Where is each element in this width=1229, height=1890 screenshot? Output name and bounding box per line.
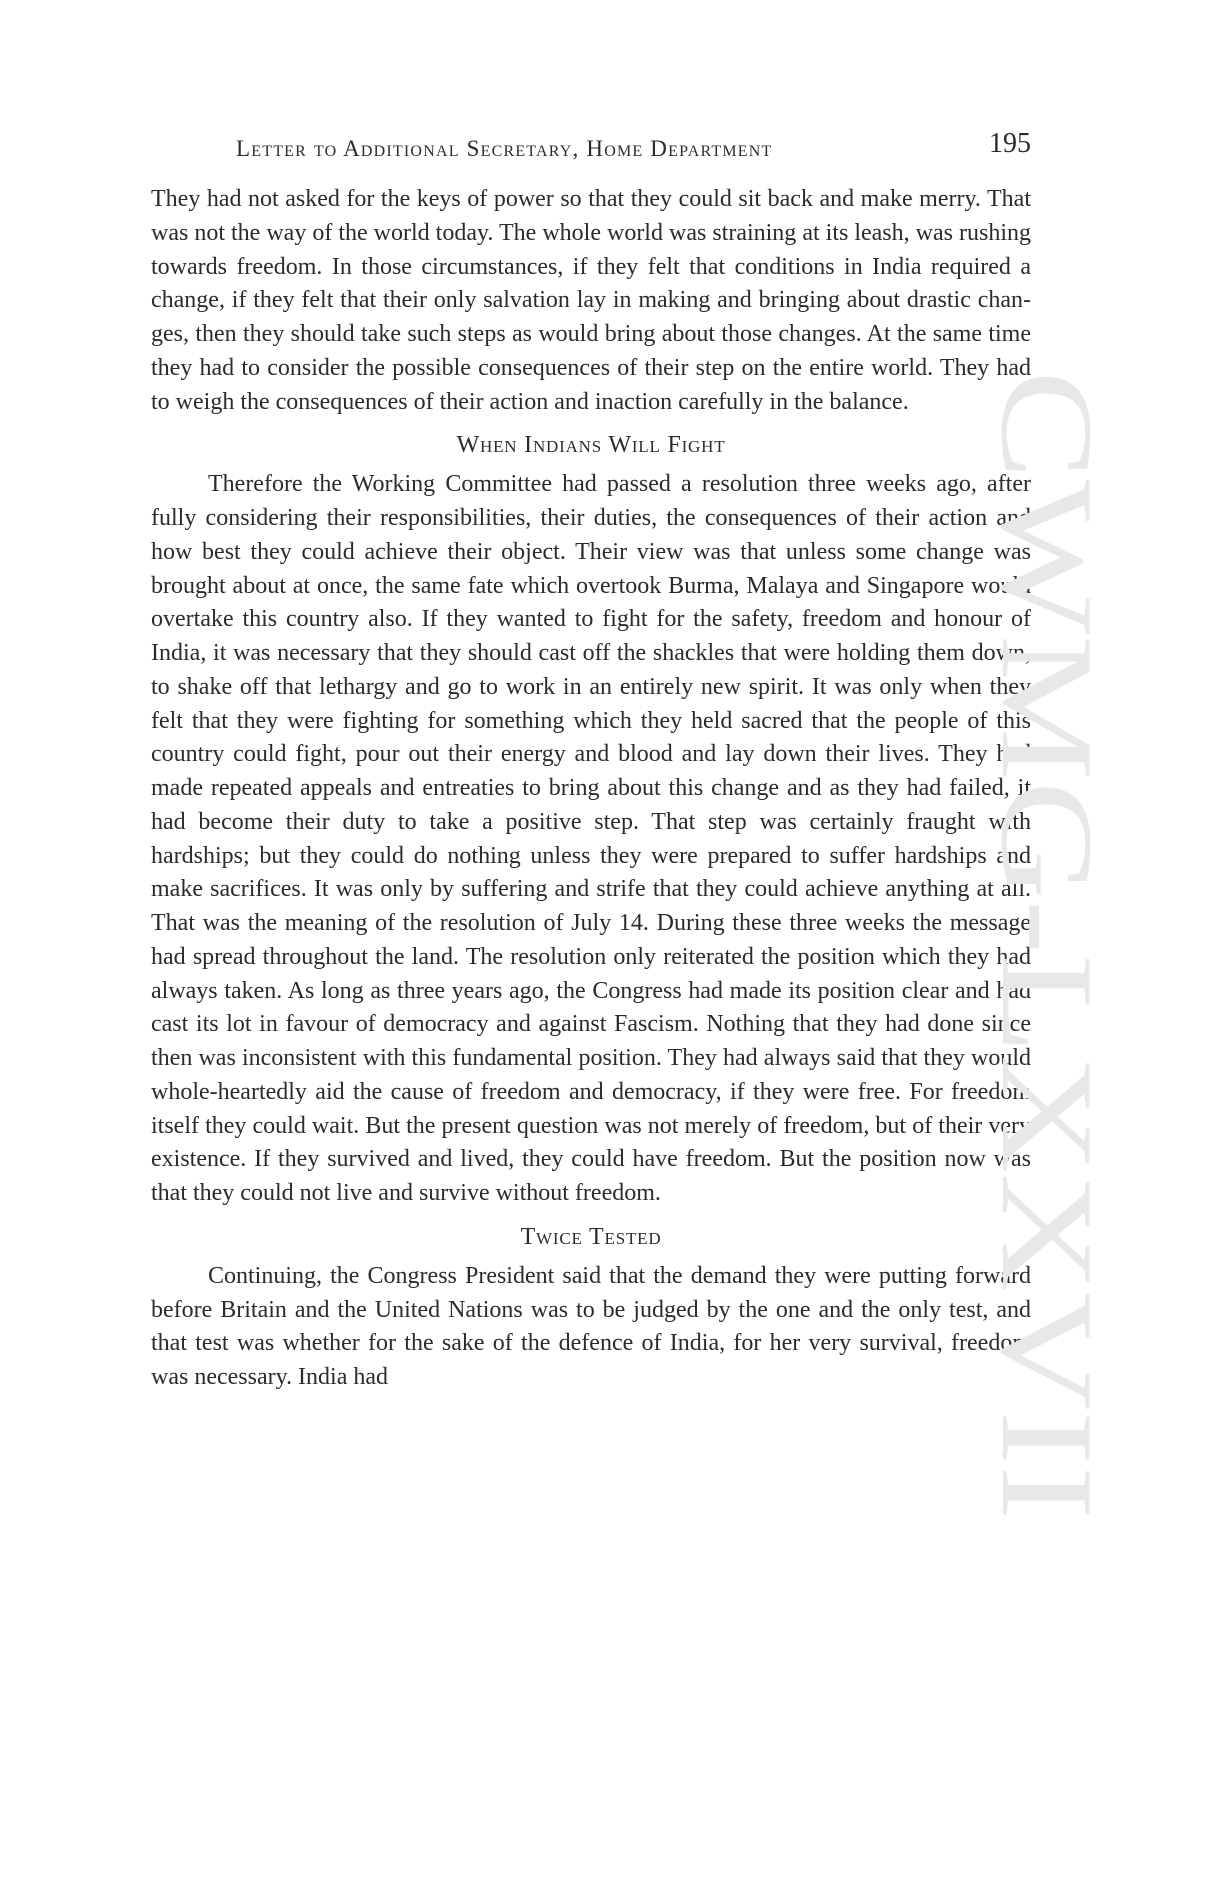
- paragraph-2: Therefore the Working Committee had passed a resolution three weeks ago, after fully considering their responsibilities, their duties, the consequences of their action and how best they could achieve their object. Their view was that unless some change was brought about at once, the same fate which overtook Burma, Malaya and Singapore would overtake this country also. If they wanted to fight for the safety, freedom and honour of India, it was necessary that they should cast off the shackles that were holding them down, to shake off that lethargy and go to work in an entirely new spirit. It was only when they felt that they were fighting for something which they held sacred that the people of this country could fight, pour out their energy and blood and lay down their lives. They had made repeated appeals and entreaties to bring about this change and as they had failed, it had become their duty to take a positive step. That step was certainly fraught with hardships; but they could do nothing unless they were prepared to suffer hardships and make sacrifices. It was only by suffering and strife that they could achieve anything at all. That was the meaning of the resolution of July 14. During these three weeks the message had spread throughout the land. The resolution only reiterated the position which they had always taken. As long as three years ago, the Congress had made its position clear and had cast its lot in favour of democracy and against Fascism. Nothing that they had done since then was inconsistent with this fundamental position. They had always said that they would whole-heartedly aid the cause of freedom and democracy, if they were free. For freedom itself they could wait. But the present question was not merely of freedom, but of their very existence. If they survived and lived, they could have freedom. But the position now was that they could not live and survive without freedom.: [151, 471, 1031, 1206]
- page-number: 195: [989, 128, 1031, 159]
- paragraph-3: Continuing, the Congress President said that the demand they were putting forward before Britain and the United Nations was to be judged by the one and the only test, and that test was whether for the sake of the defence of India, for her very survival, freedom was necessary. India had: [151, 1262, 1031, 1390]
- section-heading-when-indians-will-fight: When Indians Will Fight: [456, 432, 726, 459]
- body-text: [151, 183, 1031, 1395]
- section-heading-twice-tested: Twice Tested: [520, 1223, 662, 1250]
- running-head: [151, 128, 1031, 168]
- watermark-text: CWMG-LXXVII: [975, 370, 1121, 1294]
- paragraph-1: They had not asked for the keys of power so that they could sit back and make merry. That was not the way of the world today. The whole world was straining at its leash, was rushing towards freedom. In those circumstances, if they felt that conditions in India required a change, if they felt that their only salvation lay in making and bringing about drastic changes, then they should take such steps as would bring about those changes. At the same time they had to consider the possible consequences of their step on the entire world. They had to weigh the consequences of their action and inaction carefully in the balance.: [151, 186, 1031, 415]
- running-title: Letter to Additional Secretary, Home Department: [236, 136, 773, 161]
